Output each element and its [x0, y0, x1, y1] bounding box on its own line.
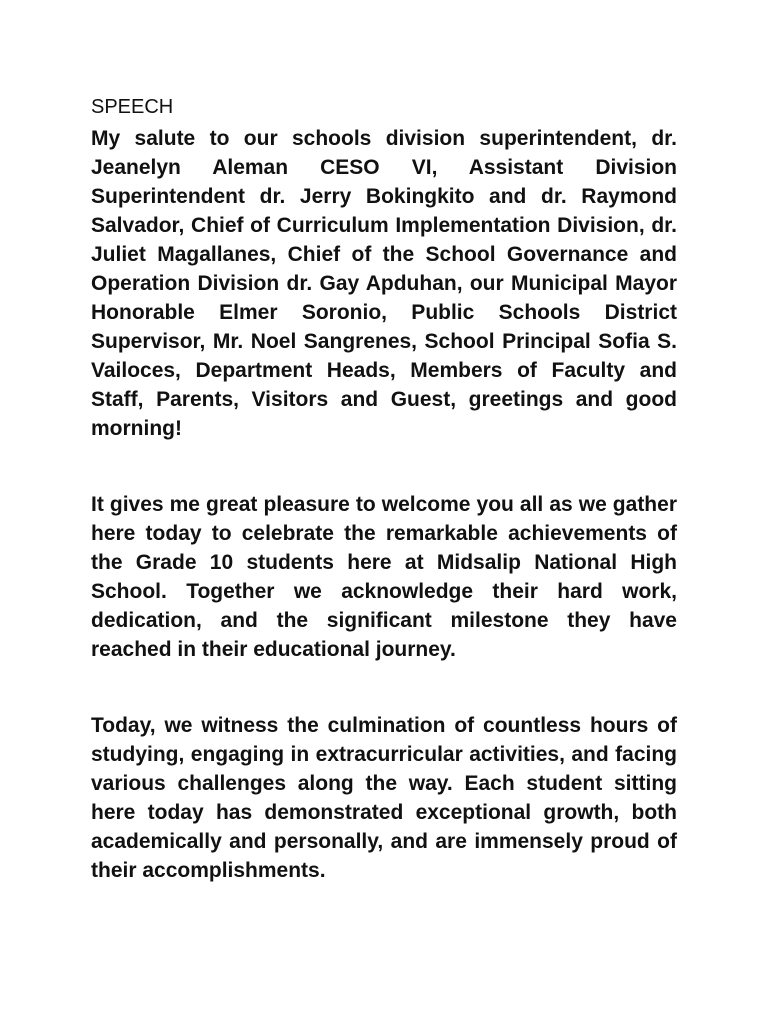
- salutation-paragraph: My salute to our schools division superintendent, dr. Jeanelyn Aleman CESO VI, Assistant Division Superintendent dr. Jerry Bokingkito and dr. Raymond Salvador, Chief of Curriculum Implementation Division, dr. Juliet Magallanes, Chief of the School Governance and Operation Division dr. Gay Apduhan, our Municipal Mayor Honorable Elmer Soronio, Public Schools District Supervisor, Mr. Noel Sangrenes, School Principal Sofia S. Vailoces, Department Heads, Members of Faculty and Staff, Parents, Visitors and Guest, greetings and good morning!: [91, 127, 677, 440]
- document-title: SPEECH: [91, 96, 174, 118]
- welcome-paragraph: It gives me great pleasure to welcome you all as we gather here today to celebrate the remarkable achievements of the Grade 10 students here at Midsalip National High School. Together we acknowledge their hard work, dedication, and the significant milestone they have reached in their educational journey.: [91, 493, 677, 661]
- document-page: [91, 94, 677, 885]
- culmination-paragraph: Today, we witness the culmination of countless hours of studying, engaging in extracurricular activities, and facing various challenges along the way. Each student sitting here today has demonstrated exceptional growth, both academically and personally, and are immensely proud of their accomplishments.: [91, 714, 677, 882]
